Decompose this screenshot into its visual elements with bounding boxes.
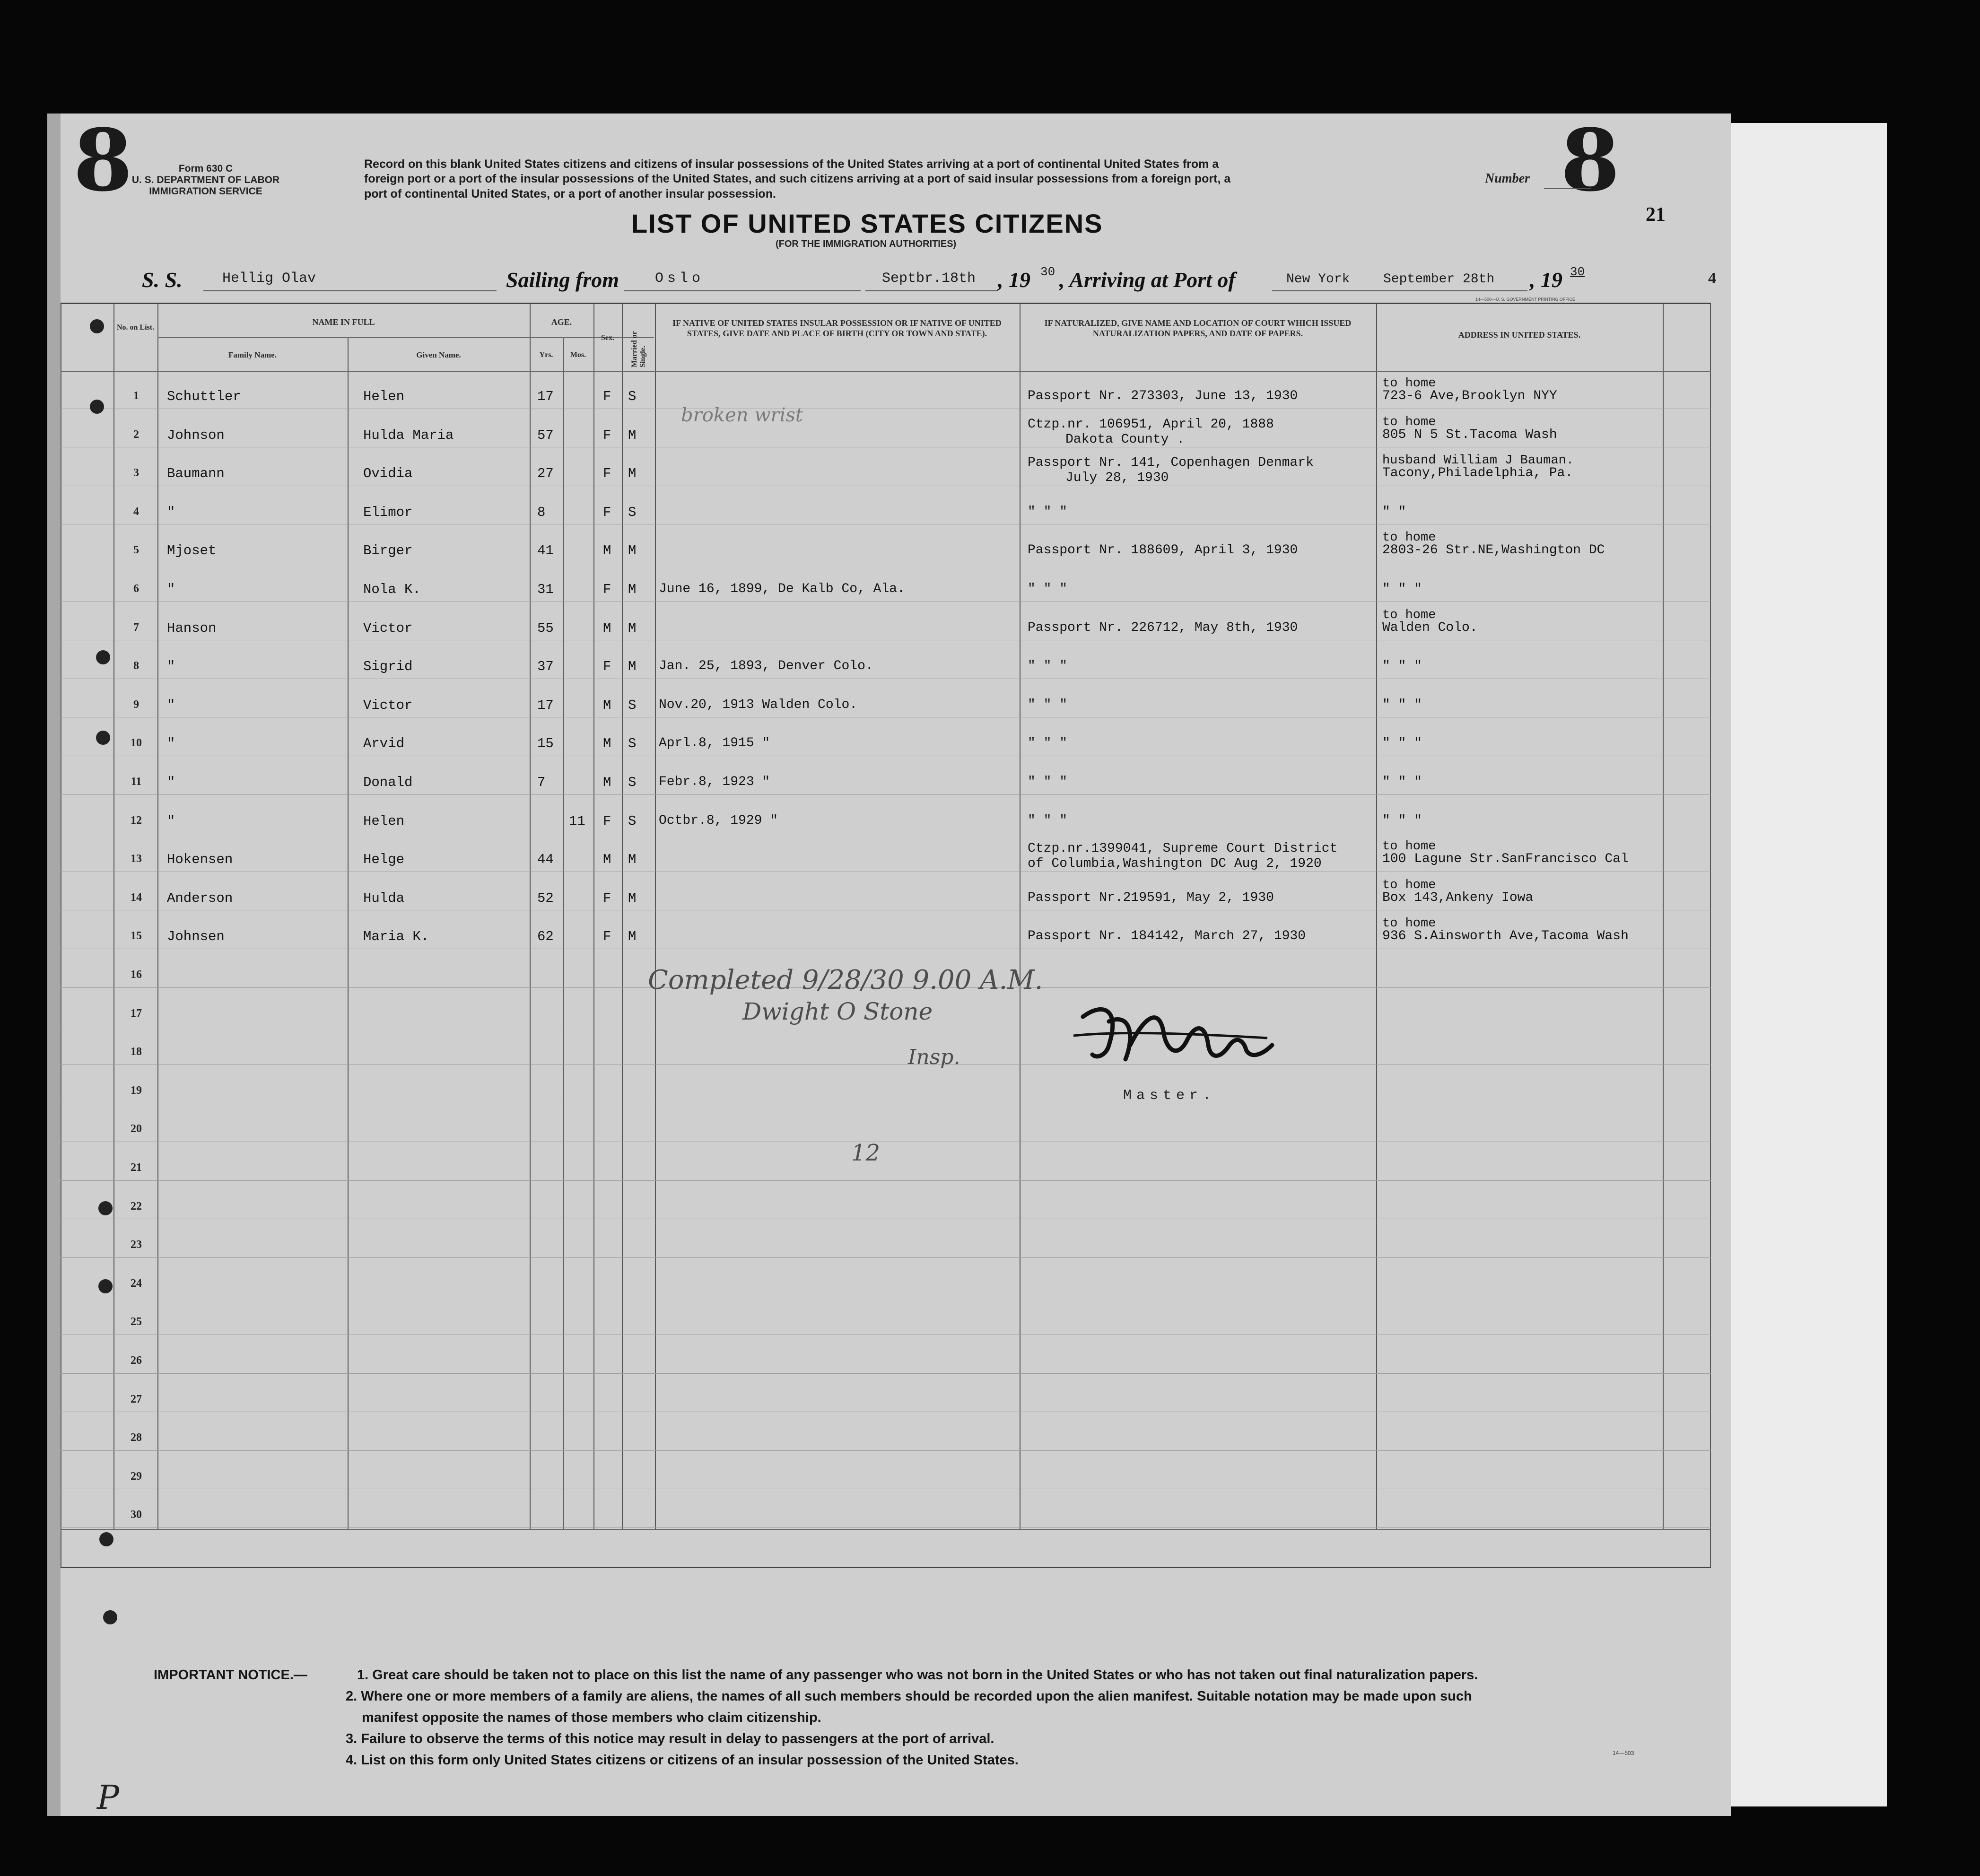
family-name: Baumann <box>167 466 225 482</box>
marital-status: S <box>628 736 637 752</box>
col-header-given: Given Name. <box>416 350 461 359</box>
naturalization-info: Passport Nr. 273303, June 13, 1930 <box>1028 389 1298 403</box>
naturalization-info: Passport Nr. 188609, April 3, 1930 <box>1028 543 1298 558</box>
row-number: 30 <box>131 1509 142 1521</box>
age-years: 17 <box>537 697 554 713</box>
col-header-address: ADDRESS IN UNITED STATES. <box>1458 330 1581 340</box>
age-years: 52 <box>537 890 554 906</box>
binding-hole <box>99 1532 113 1546</box>
given-name: Helge <box>363 852 405 868</box>
family-name: Hanson <box>167 620 217 636</box>
row-number: 25 <box>131 1316 142 1328</box>
notice-item: 2. Where one or more members of a family are aliens, the names of all such members should be recorded upon the alien manifest. Suitable notation may be made upon such <box>346 1688 1472 1704</box>
address-line: Tacony,Philadelphia, Pa. <box>1382 466 1573 481</box>
row-rule <box>61 1450 1711 1451</box>
notice-line <box>154 1665 1695 1686</box>
row-number: 8 <box>133 660 139 672</box>
address-line: husband William J Bauman. <box>1382 454 1574 468</box>
address-line: " " " <box>1382 736 1422 751</box>
given-name: Hulda <box>363 890 405 906</box>
marital-status: S <box>628 389 637 404</box>
row-number: 12 <box>131 814 142 827</box>
row-number: 24 <box>131 1277 142 1290</box>
address-line: " " " <box>1382 582 1422 596</box>
address-line: to home <box>1382 878 1436 892</box>
naturalization-info: of Columbia,Washington DC Aug 2, 1920 <box>1028 856 1322 872</box>
row-number: 22 <box>131 1200 142 1213</box>
marital-status: M <box>628 427 637 443</box>
family-name: Hokensen <box>167 852 233 868</box>
marital-status: M <box>628 582 637 597</box>
family-name: " <box>167 775 175 790</box>
age-years: 57 <box>537 427 554 443</box>
sex: F <box>603 427 611 443</box>
address-line: 805 N 5 St.Tacoma Wash <box>1382 427 1557 442</box>
row-number: 4 <box>133 505 139 518</box>
row-number: 29 <box>131 1470 142 1483</box>
naturalization-info: Passport Nr. 226712, May 8th, 1930 <box>1028 620 1298 635</box>
naturalization-info: " " " <box>1028 813 1068 828</box>
address-line: 936 S.Ainsworth Ave,Tacoma Wash <box>1382 929 1629 944</box>
family-name: Johnson <box>167 427 225 443</box>
birth-info: Febr.8, 1923 " <box>659 775 770 789</box>
row-number: 27 <box>131 1393 142 1405</box>
marital-status: M <box>628 890 637 906</box>
naturalization-info: " " " <box>1028 582 1068 596</box>
naturalization-info: Passport Nr.219591, May 2, 1930 <box>1028 890 1274 905</box>
binding-hole <box>90 319 104 333</box>
address-line: 100 Lagune Str.SanFrancisco Cal <box>1382 852 1629 867</box>
margin-mark: 4 <box>1708 270 1716 287</box>
row-number: 19 <box>131 1084 142 1097</box>
col-header-married: Married or Single. <box>630 331 647 367</box>
naturalization-info: " " " <box>1028 659 1068 674</box>
address-line: " " " <box>1382 775 1422 789</box>
naturalization-info: Dakota County . <box>1065 432 1185 447</box>
family-name: " <box>167 504 175 520</box>
age-years: 17 <box>537 389 554 404</box>
address-line: Walden Colo. <box>1382 620 1478 635</box>
row-number: 18 <box>131 1046 142 1058</box>
col-header-mos: Mos. <box>570 351 586 359</box>
given-name: Victor <box>363 697 413 713</box>
page-subtitle: (FOR THE IMMIGRATION AUTHORITIES) <box>776 239 957 249</box>
notice-item: 1. Great care should be taken not to place on this list the name of any passenger who was not born in the United States or who has not taken out final naturalization papers. <box>357 1667 1478 1683</box>
age-years: 41 <box>537 543 554 559</box>
address-line: to home <box>1382 916 1436 931</box>
notice-item: 3. Failure to observe the terms of this notice may result in delay to passengers at the port of arrival. <box>346 1731 994 1746</box>
family-name: Schuttler <box>167 389 241 404</box>
given-name: Birger <box>363 543 413 559</box>
row-number: 9 <box>133 698 139 711</box>
page-mark-right: 8 <box>1561 111 1620 210</box>
given-name: Nola K. <box>363 582 421 597</box>
inspector-signature: Dwight O Stone <box>742 998 933 1025</box>
sex: F <box>603 659 611 675</box>
birth-info: Octbr.8, 1929 " <box>659 813 778 828</box>
page-title: LIST OF UNITED STATES CITIZENS <box>631 209 1103 238</box>
row-number: 21 <box>131 1161 142 1174</box>
from-underline <box>624 289 861 291</box>
given-name: Ovidia <box>363 466 413 482</box>
birth-info: Jan. 25, 1893, Denver Colo. <box>659 659 873 674</box>
ss-label: S. S. <box>142 268 183 292</box>
binding-hole <box>96 650 110 664</box>
family-name: Mjoset <box>167 543 217 559</box>
form-code: 14—503 <box>1613 1750 1634 1756</box>
row-number: 15 <box>131 930 142 942</box>
marital-status: M <box>628 929 637 945</box>
naturalization-info: Ctzp.nr.1399041, Supreme Court District <box>1028 841 1338 856</box>
sex: F <box>603 504 611 520</box>
intro-line: Record on this blank United States citizens and citizens of insular possessions of the United States arriving at a port of continental United States from a <box>364 157 1219 171</box>
row-number: 10 <box>131 737 142 750</box>
col-header-name: NAME IN FULL <box>312 317 375 327</box>
col-header-yrs: Yrs. <box>539 351 553 359</box>
address-line: " " <box>1382 504 1406 519</box>
family-name: " <box>167 813 175 829</box>
arrive-port: New York <box>1286 272 1350 287</box>
row-rule <box>61 1373 1711 1374</box>
year-prefix-2: , 19 <box>1530 268 1562 292</box>
sheet-number: 12 <box>851 1140 881 1166</box>
row-number: 16 <box>131 969 142 981</box>
given-name: Helen <box>363 813 405 829</box>
year-prefix-1: , 19 <box>998 268 1030 292</box>
family-name: " <box>167 659 175 675</box>
address-line: " " " <box>1382 659 1422 674</box>
completed-note: Completed 9/28/30 9.00 A.M. <box>648 965 1043 995</box>
row-number: 14 <box>131 891 142 904</box>
important-notice <box>154 1665 1695 1771</box>
print-code: 14—500—U. S. GOVERNMENT PRINTING OFFICE <box>1475 297 1575 302</box>
marital-status: S <box>628 697 637 713</box>
age-years: 55 <box>537 620 554 636</box>
ship-underline <box>203 289 497 291</box>
family-name: " <box>167 697 175 713</box>
address-line: to home <box>1382 531 1436 545</box>
sex: M <box>603 697 611 713</box>
sex: F <box>603 813 611 829</box>
sheet-left-edge <box>47 113 61 1816</box>
row-rule <box>61 1527 1711 1528</box>
sex: M <box>603 852 611 868</box>
from-port: Oslo <box>655 270 705 287</box>
age-years: 15 <box>537 736 554 752</box>
binding-hole <box>103 1610 117 1624</box>
row-number: 20 <box>131 1123 142 1135</box>
notice-item: manifest opposite the names of those members who claim citizenship. <box>362 1710 821 1725</box>
year-suffix-1: 30 <box>1040 265 1055 279</box>
row-number: 7 <box>133 621 139 634</box>
row-number: 2 <box>133 428 139 441</box>
row-rule <box>61 1257 1711 1258</box>
address-line: " " " <box>1382 697 1422 712</box>
row1-note: broken wrist <box>681 404 803 426</box>
binding-hole <box>98 1201 113 1215</box>
binding-hole <box>98 1279 113 1293</box>
family-name: Anderson <box>167 890 233 906</box>
corner-mark: P <box>97 1778 120 1817</box>
intro-text <box>364 157 1442 201</box>
arrive-underline <box>1272 289 1527 291</box>
row-number: 5 <box>133 544 139 557</box>
address-line: Box 143,Ankeny Iowa <box>1382 890 1534 905</box>
naturalization-info: " " " <box>1028 504 1068 519</box>
row-number: 11 <box>131 776 142 788</box>
sex: F <box>603 466 611 482</box>
naturalization-info: Ctzp.nr. 106951, April 20, 1888 <box>1028 417 1274 432</box>
row-rule <box>61 1180 1711 1181</box>
birth-info: Aprl.8, 1915 " <box>659 736 770 751</box>
number-underline <box>1544 187 1591 189</box>
number-label: Number <box>1485 171 1530 186</box>
year-suffix-2: 30 <box>1570 265 1585 279</box>
age-years: 37 <box>537 659 554 675</box>
col-header-no: No. on List. <box>116 323 155 332</box>
naturalization-info: Passport Nr. 184142, March 27, 1930 <box>1028 929 1306 944</box>
given-name: Maria K. <box>363 929 429 945</box>
sex: M <box>603 543 611 559</box>
address-line: to home <box>1382 376 1436 391</box>
service: IMMIGRATION SERVICE <box>149 186 262 197</box>
row-number: 1 <box>133 390 139 402</box>
binding-hole <box>96 731 110 745</box>
sex: M <box>603 620 611 636</box>
age-years: 44 <box>537 852 554 868</box>
birth-info: Nov.20, 1913 Walden Colo. <box>659 697 858 712</box>
marital-status: S <box>628 775 637 790</box>
page-number: 21 <box>1646 204 1666 226</box>
sex: F <box>603 389 611 404</box>
given-name: Sigrid <box>363 659 413 675</box>
address-line: 2803-26 Str.NE,Washington DC <box>1382 543 1605 558</box>
inspector-title: Insp. <box>908 1045 960 1069</box>
marital-status: S <box>628 813 637 829</box>
age-months: 11 <box>569 813 585 829</box>
sailing-label: Sailing from <box>506 268 619 292</box>
family-name: " <box>167 582 175 597</box>
given-name: Arvid <box>363 736 405 752</box>
address-line: to home <box>1382 608 1436 622</box>
next-page-leaf <box>1731 123 1887 1806</box>
birth-info: June 16, 1899, De Kalb Co, Ala. <box>659 582 905 596</box>
sex: F <box>603 929 611 945</box>
notice-item: 4. List on this form only United States citizens or citizens of an insular possession of the United States. <box>346 1752 1019 1768</box>
given-name: Donald <box>363 775 413 790</box>
marital-status: M <box>628 466 637 482</box>
naturalization-info: " " " <box>1028 736 1068 751</box>
arriving-label: , Arriving at Port of <box>1059 268 1236 292</box>
address-line: 723-6 Ave,Brooklyn NYY <box>1382 389 1557 403</box>
row-number: 17 <box>131 1007 142 1020</box>
marital-status: S <box>628 504 637 520</box>
depart-date: Septbr.18th <box>882 270 976 287</box>
marital-status: M <box>628 659 637 675</box>
row-number: 3 <box>133 467 139 480</box>
given-name: Helen <box>363 389 405 404</box>
naturalization-info: July 28, 1930 <box>1065 471 1169 486</box>
naturalization-info: " " " <box>1028 775 1068 789</box>
age-years: 7 <box>537 775 546 790</box>
family-name: Johnsen <box>167 929 225 945</box>
page-mark-left: 8 <box>73 111 133 210</box>
col-header-sex: Sex. <box>601 334 614 342</box>
address-line: to home <box>1382 839 1436 854</box>
col-header-naturalized: IF NATURALIZED, GIVE NAME AND LOCATION OF COURT WHICH ISSUED NATURALIZATION PAPERS, AND DATE OF PAPERS. <box>1044 318 1352 338</box>
given-name: Hulda Maria <box>363 427 454 443</box>
sex: F <box>603 890 611 906</box>
sex: M <box>603 775 611 790</box>
form-block <box>128 163 284 197</box>
age-years: 8 <box>537 504 546 520</box>
family-name: " <box>167 736 175 752</box>
age-years: 27 <box>537 466 554 482</box>
age-years: 62 <box>537 929 554 945</box>
row-number: 23 <box>131 1239 142 1251</box>
address-line: " " " <box>1382 813 1422 828</box>
row-number: 26 <box>131 1354 142 1367</box>
row-number: 28 <box>131 1431 142 1444</box>
binding-hole <box>90 400 104 414</box>
address-line: to home <box>1382 415 1436 429</box>
ship-name: Hellig Olav <box>222 270 316 287</box>
marital-status: M <box>628 620 637 636</box>
col-header-family: Family Name. <box>228 350 277 359</box>
intro-line: port of continental United States, or a port of another insular possession. <box>364 187 776 201</box>
master-label: Master. <box>1123 1088 1216 1104</box>
depart-underline <box>865 289 998 291</box>
table-rows <box>61 303 1711 1565</box>
naturalization-info: " " " <box>1028 697 1068 712</box>
row-rule <box>61 794 1711 795</box>
marital-status: M <box>628 543 637 559</box>
col-header-age: AGE. <box>551 317 572 327</box>
col-header-birth: IF NATIVE OF UNITED STATES INSULAR POSSESSION OR IF NATIVE OF UNITED STATES, GIVE DATE AND PLACE OF BIRTH (CITY OR TOWN AND STATE). <box>672 318 1002 338</box>
given-name: Elimor <box>363 504 413 520</box>
naturalization-info: Passport Nr. 141, Copenhagen Denmark <box>1028 455 1314 471</box>
row-number: 6 <box>133 583 139 595</box>
marital-status: M <box>628 852 637 868</box>
master-signature <box>1064 988 1282 1083</box>
arrive-date: September 28th <box>1383 272 1495 287</box>
given-name: Victor <box>363 620 413 636</box>
sex: M <box>603 736 611 752</box>
age-years: 31 <box>537 582 554 597</box>
department: U. S. DEPARTMENT OF LABOR <box>131 175 280 186</box>
notice-heading: IMPORTANT NOTICE.— <box>154 1667 307 1683</box>
form-id: Form 630 C <box>178 163 233 174</box>
row-number: 13 <box>131 853 142 865</box>
intro-line: foreign port or a port of the insular possessions of the United States, and such citizens arriving at a port of said insular possessions from a foreign port, a <box>364 172 1231 186</box>
sex: F <box>603 582 611 597</box>
